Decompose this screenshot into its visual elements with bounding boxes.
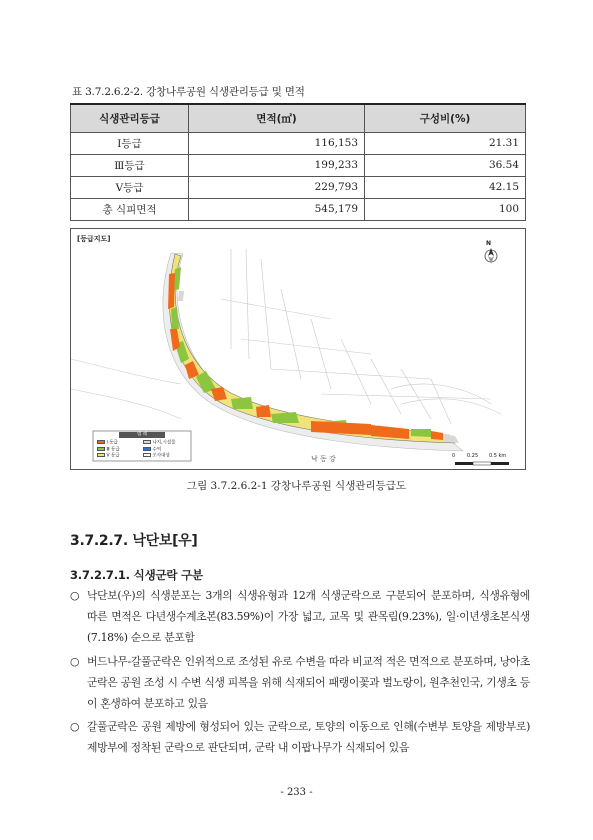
table-row	[71, 132, 526, 154]
legend-item: Ⅲ 등급	[97, 447, 143, 454]
grade3-patches	[171, 267, 431, 437]
scale-label-mid: 0.25	[467, 453, 479, 459]
legend-item: Ⅰ 등급	[97, 440, 143, 447]
legend-swatch	[97, 447, 105, 451]
legend-swatch	[97, 440, 105, 444]
grade-map	[70, 228, 526, 470]
header-grade: 식생관리등급	[71, 104, 189, 132]
legend-swatch	[143, 447, 151, 451]
header-ratio: 구성비(%)	[365, 104, 526, 132]
area-cell: 116,153	[189, 132, 365, 154]
river-label: 낙 동 강	[311, 455, 336, 463]
bullet-text: 갈풀군락은 공원 제방에 형성되어 있는 군락으로, 토양의 이동으로 인해(수변부 토양을 제방부로)제방부에 정착된 군락으로 판단되며, 군락 내 이팝나무가 식재되어 있음	[87, 720, 530, 754]
bullet-item	[70, 716, 530, 758]
legend-item: 나지,시설물	[143, 440, 189, 447]
legend-item: 조사대상	[143, 453, 189, 460]
area-cell: 229,793	[189, 176, 365, 198]
legend-swatch	[143, 440, 151, 444]
table-caption: 표 3.7.2.6.2-2. 강창나루공원 식생관리등급 및 면적	[72, 86, 305, 98]
ratio-cell: 21.31	[365, 132, 526, 154]
section-title: 3.7.2.7. 낙단보[우]	[70, 533, 198, 549]
north-label: N	[486, 240, 492, 247]
table-row	[71, 198, 526, 220]
bullet-text: 버드나무-갈풀군락은 인위적으로 조성된 유로 수변을 따라 비교적 적은 면적으로 분포하며, 낭아초군락은 공원 조성 시 수변 식생 피복을 위해 식재되어 패랭이꽃과 벌노랑이, 원추천인국, 기생초 등이 혼생하여 분포하고 있음	[87, 655, 530, 710]
area-cell: 545,179	[189, 198, 365, 220]
bullet-marker: ○	[70, 720, 80, 733]
scale-bar	[455, 462, 509, 465]
table-row	[71, 176, 526, 198]
header-area: 면적(㎡)	[189, 104, 365, 132]
vegetation-grade-table	[70, 103, 526, 221]
bullet-marker: ○	[70, 589, 80, 602]
grade-cell: Ⅴ등급	[71, 176, 189, 198]
map-background-lines	[71, 249, 501, 424]
legend	[97, 440, 189, 460]
page-number: - 233 -	[280, 787, 313, 798]
grade-cell: Ⅲ등급	[71, 154, 189, 176]
bullet-item	[70, 651, 530, 714]
scale-label-end: 0.5 km	[489, 453, 507, 459]
bullet-text: 낙단보(우)의 식생분포는 3개의 식생유형과 12개 식생군락으로 구분되어 분포하며, 식생유형에 따른 면적은 다년생수계초본(83.59%)이 가장 넓고, 교목 및 관목림(9.23%), 일·이년생초본식생(7.18%) 순으로 분포함	[87, 589, 530, 644]
grade-cell: 총 식피면적	[71, 198, 189, 220]
figure-caption: 그림 3.7.2.6.2-1 강창나루공원 식생관리등급도	[186, 480, 407, 492]
area-cell: 199,233	[189, 154, 365, 176]
legend-item: 수역	[143, 447, 189, 454]
grade-cell: Ⅰ등급	[71, 132, 189, 154]
legend-swatch	[143, 453, 151, 457]
ratio-cell: 36.54	[365, 154, 526, 176]
ratio-cell: 100	[365, 198, 526, 220]
legend-item: Ⅴ 등급	[97, 453, 143, 460]
map-title: [등급지도]	[77, 235, 111, 243]
ratio-cell: 42.15	[365, 176, 526, 198]
legend-title: 범 례	[136, 432, 148, 437]
subsection-title: 3.7.2.7.1. 식생군락 구분	[70, 568, 203, 582]
bullet-item	[70, 585, 530, 648]
north-arrow-icon	[485, 248, 497, 264]
grade1-patches	[168, 273, 443, 440]
legend-swatch	[97, 453, 105, 457]
scale-label-0: 0	[452, 453, 456, 459]
bullet-marker: ○	[70, 655, 80, 668]
table-row	[71, 154, 526, 176]
park-area-grade5	[169, 254, 455, 443]
